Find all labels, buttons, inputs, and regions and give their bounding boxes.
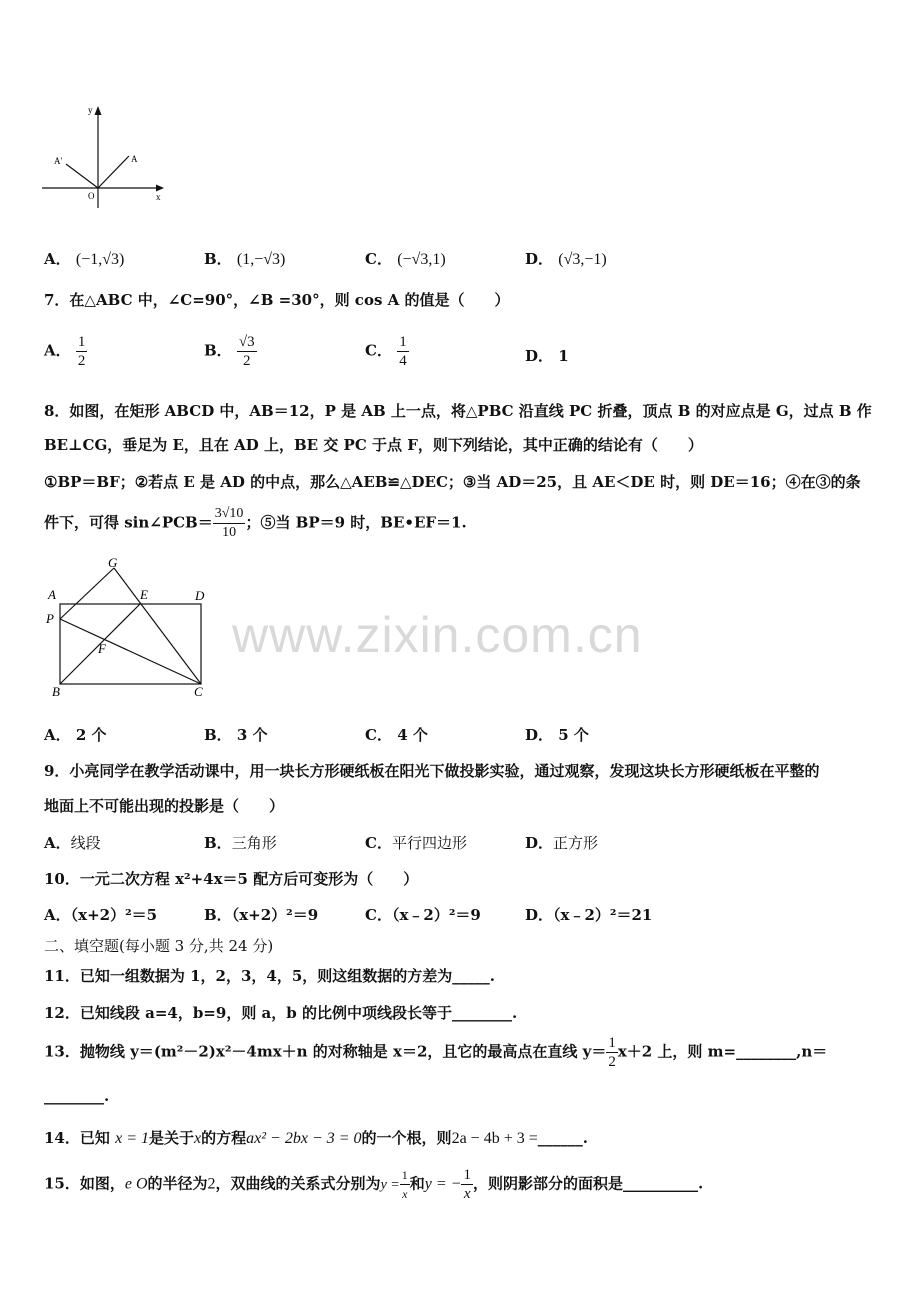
y-axis-arrow — [95, 106, 102, 115]
label-e: E — [140, 587, 148, 602]
q7-stem: 7．在△ABC 中，∠C=90°，∠B =30°，则 cos A 的值是（ ） — [44, 291, 510, 309]
q10-option-c[interactable]: C．（x﹣2）²＝9 — [365, 906, 481, 924]
q6-option-b[interactable]: B． (1,−√3) — [204, 250, 286, 268]
label-p: P — [46, 611, 54, 626]
label-c: C — [194, 684, 203, 699]
segment-pg — [60, 568, 114, 619]
label-b: B — [52, 684, 60, 699]
q11: 11．已知一组数据为 1，2，3，4，5，则这组数据的方差为_____. — [44, 967, 496, 985]
q6-option-a[interactable]: A． (−1,√3) — [44, 250, 125, 268]
segment-pc — [60, 619, 201, 684]
q9-option-c[interactable]: C．平行四边形 — [365, 834, 467, 852]
watermark: www.zixin.com.cn — [232, 607, 643, 663]
q7-option-b[interactable]: B． $\frac{√3}{2}$ — [204, 334, 255, 369]
section-2-heading: 二、填空题(每小题 3 分,共 24 分) — [44, 937, 274, 955]
x-axis-arrow — [156, 185, 164, 192]
q8-option-d[interactable]: D． 5 个 — [525, 726, 589, 744]
q8-option-b[interactable]: B． 3 个 — [204, 726, 268, 744]
q13-line2: ________. — [44, 1087, 110, 1105]
q10-option-a[interactable]: A．（x+2）²＝5 — [44, 906, 158, 924]
q7-option-c[interactable]: C． $\frac{1}{4}$ — [365, 334, 407, 369]
q9-option-a[interactable]: A．线段 — [44, 834, 101, 852]
label-o: O — [88, 191, 95, 201]
q8-option-c[interactable]: C． 4 个 — [365, 726, 428, 744]
q9-option-d[interactable]: D．正方形 — [525, 834, 599, 852]
q6-option-d[interactable]: D． (√3,−1) — [525, 250, 607, 268]
q12: 12．已知线段 a=4，b=9，则 a，b 的比例中项线段长等于________. — [44, 1004, 518, 1022]
q6-option-c[interactable]: C． (−√3,1) — [365, 250, 446, 268]
q14: 14．已知 x = 1是关于x的方程ax² − 2bx − 3 = 0的一个根，则2a − 4b + 3 =______. — [44, 1129, 588, 1147]
q10-option-d[interactable]: D．（x﹣2）²＝21 — [525, 906, 653, 924]
segment-gc — [114, 568, 201, 684]
label-d: D — [195, 588, 205, 603]
q8-line4: 件下，可得 sin∠PCB＝ $\frac{3√10}{10}$ ；⑤当 BP＝9 时，BE•EF＝1. — [44, 506, 467, 540]
label-f: F — [98, 641, 106, 656]
label-a: A — [48, 587, 56, 602]
q13-line1: 13．抛物线 y＝(m²－2)x²－4mx＋n 的对称轴是 x＝2，且它的最高点在直线 y＝ $\frac{1}{2}$ x＋2 上，则 m=________,n＝ — [44, 1035, 828, 1070]
q7-option-d[interactable]: D． 1 — [525, 347, 569, 365]
segment-oa-prime — [66, 164, 98, 188]
label-a: A — [131, 154, 138, 164]
rectangle-abcd — [60, 604, 201, 684]
q9-option-b[interactable]: B．三角形 — [204, 834, 277, 852]
label-g: G — [108, 555, 118, 570]
q8-line1: 8．如图，在矩形 ABCD 中，AB＝12，P 是 AB 上一点，将△PBC 沿直线 PC 折叠，顶点 B 的对应点是 G，过点 B 作 — [44, 402, 872, 420]
q6-coordinate-figure — [38, 100, 173, 210]
q15: 15．如图，e O的半径为2，双曲线的关系式分别为y = $\frac{1}{x}$ 和y = − $\frac{1}{x}$ ，则阴影部分的面积是__________. — [44, 1167, 704, 1202]
q8-rectangle-figure — [40, 555, 220, 700]
q10-stem: 10．一元二次方程 x²+4x＝5 配方后可变形为（ ） — [44, 870, 419, 888]
q8-line3: ①BP＝BF；②若点 E 是 AD 的中点，那么△AEB≌△DEC；③当 AD＝25，且 AE＜DE 时，则 DE＝16；④在③的条 — [44, 473, 861, 491]
q10-option-b[interactable]: B．（x+2）²＝9 — [204, 906, 319, 924]
label-x: x — [156, 192, 161, 202]
q8-line2: BE⊥CG，垂足为 E，且在 AD 上，BE 交 PC 于点 F，则下列结论，其中正确的结论有（ ） — [44, 436, 703, 454]
label-a-prime: A' — [54, 156, 63, 166]
label-y: y — [88, 105, 93, 115]
q8-option-a[interactable]: A． 2 个 — [44, 726, 107, 744]
q9-line1: 9．小亮同学在教学活动课中，用一块长方形硬纸板在阳光下做投影实验，通过观察，发现这块长方形硬纸板在平整的 — [44, 762, 820, 780]
segment-oa — [98, 156, 129, 188]
q9-line2: 地面上不可能出现的投影是（ ） — [44, 797, 285, 815]
q7-option-a[interactable]: A． $\frac{1}{2}$ — [44, 334, 86, 369]
